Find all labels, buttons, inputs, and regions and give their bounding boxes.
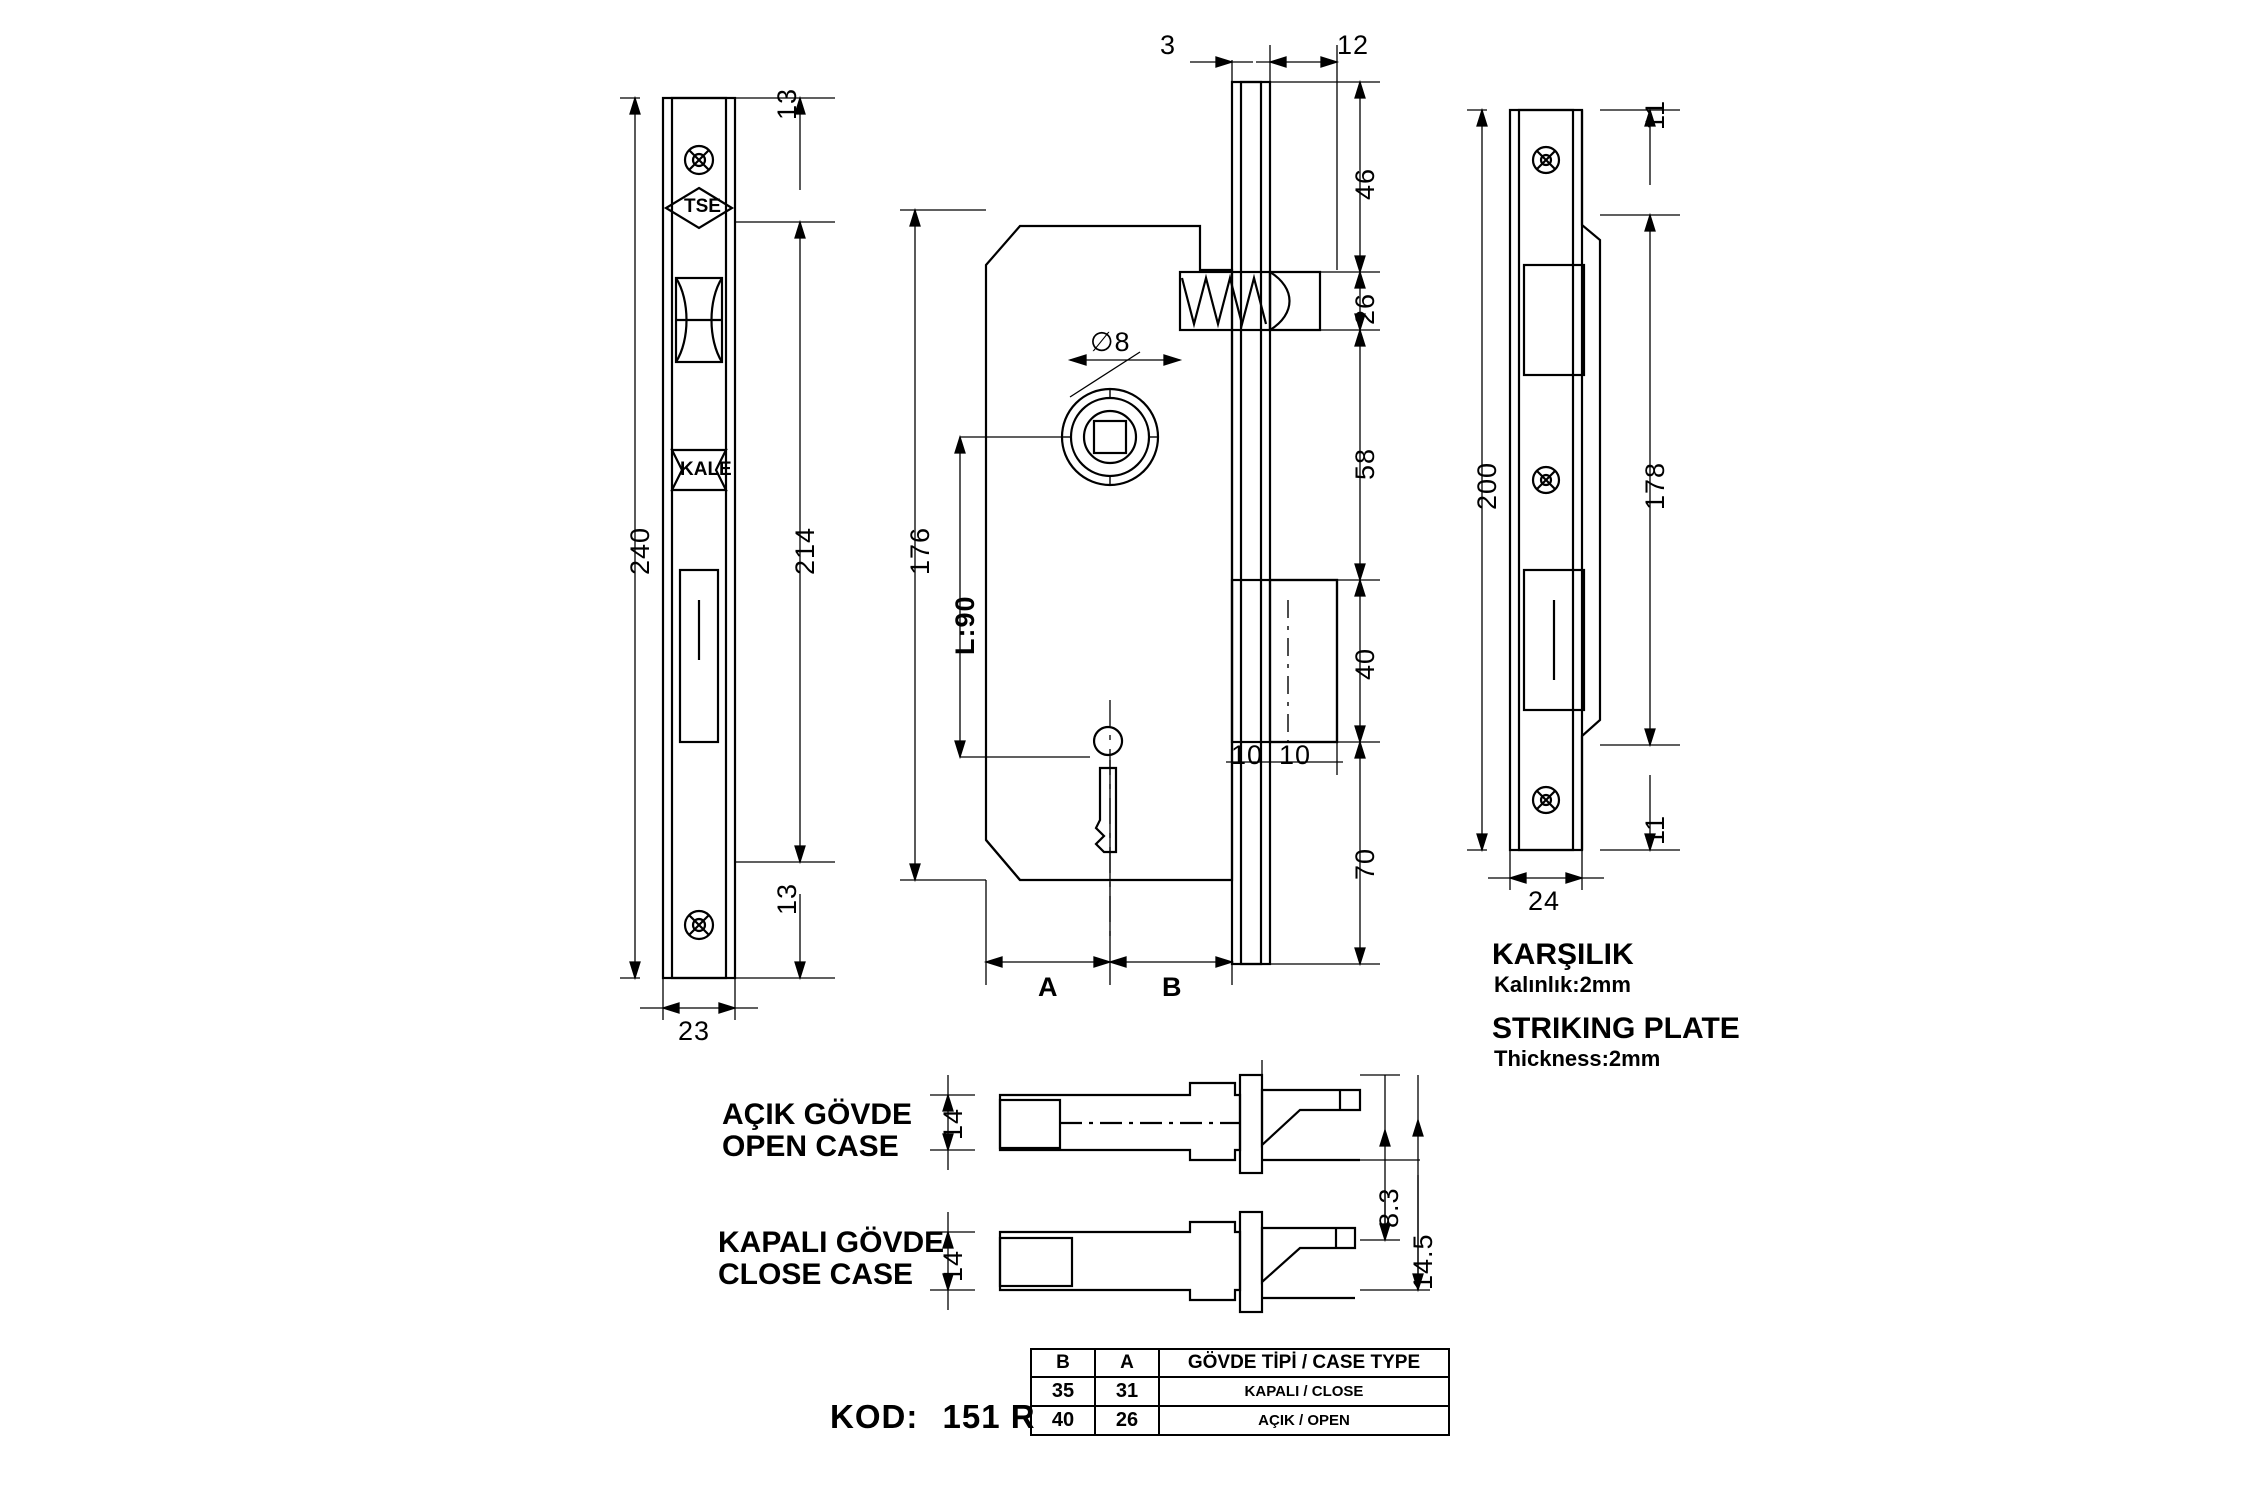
dim-front-214: 214 xyxy=(790,526,820,575)
dim-front-width-23: 23 xyxy=(678,1016,711,1046)
table-row xyxy=(1031,1377,1449,1406)
lock-case-geometry xyxy=(986,82,1337,964)
code-prefix: KOD: xyxy=(830,1398,919,1435)
dim-case-176: 176 xyxy=(905,526,935,575)
dim-case-40: 40 xyxy=(1350,647,1380,680)
case-dimension-lines xyxy=(900,45,1380,985)
striking-plate-name-en: STRIKING PLATE xyxy=(1492,1012,1740,1045)
striking-plate-geometry xyxy=(1510,110,1600,850)
striking-plate-thickness-en: Thickness:2mm xyxy=(1494,1046,1661,1071)
brand-kale-label: KALE xyxy=(680,459,732,480)
dim-close-14: 14 xyxy=(938,1249,968,1282)
table-row xyxy=(1031,1406,1449,1435)
dim-case-label-A: A xyxy=(1038,972,1059,1002)
striking-plate-thickness-tr: Kalınlık:2mm xyxy=(1494,972,1631,997)
close-case-geometry xyxy=(1000,1212,1355,1312)
dim-case-70: 70 xyxy=(1350,847,1380,880)
striking-plate-name-tr: KARŞILIK xyxy=(1492,938,1634,971)
table-cell-type-2: AÇIK / OPEN xyxy=(1159,1406,1449,1435)
dim-open-14: 14 xyxy=(938,1107,968,1140)
dim-case-12: 12 xyxy=(1337,30,1370,60)
table-cell-b-2: 40 xyxy=(1031,1406,1095,1435)
table-header-case-type: GÖVDE TİPİ / CASE TYPE xyxy=(1159,1349,1449,1377)
dim-case-10-a: 10 xyxy=(1231,740,1264,770)
table-cell-type-1: KAPALI / CLOSE xyxy=(1159,1377,1449,1406)
table-header-a: A xyxy=(1095,1349,1159,1377)
dim-front-bottom-13: 13 xyxy=(772,882,802,915)
dim-strike-24: 24 xyxy=(1528,886,1561,916)
dim-case-26: 26 xyxy=(1350,292,1380,325)
dim-strike-top-11: 11 xyxy=(1640,99,1670,130)
case-type-table xyxy=(1030,1348,1450,1436)
table-header-b: B xyxy=(1031,1349,1095,1377)
code-value: 151 R xyxy=(942,1398,1036,1435)
dim-case-hole-8: ∅8 xyxy=(1090,327,1131,357)
open-case-label-en: OPEN CASE xyxy=(722,1130,899,1163)
table-cell-b-1: 35 xyxy=(1031,1377,1095,1406)
side-view-dimension-lines xyxy=(930,1060,1430,1310)
dim-strike-200: 200 xyxy=(1472,461,1502,510)
dim-case-10-b: 10 xyxy=(1279,740,1312,770)
front-plate-geometry xyxy=(663,98,735,978)
table-cell-a-1: 31 xyxy=(1095,1377,1159,1406)
code-label xyxy=(830,1398,1036,1436)
dim-case-58: 58 xyxy=(1350,447,1380,480)
close-case-label-en: CLOSE CASE xyxy=(718,1258,914,1291)
dim-side-14-5: 14.5 xyxy=(1408,1233,1438,1290)
dim-case-46: 46 xyxy=(1350,167,1380,200)
dim-front-top-13: 13 xyxy=(772,87,802,120)
table-cell-a-2: 26 xyxy=(1095,1406,1159,1435)
dim-case-3: 3 xyxy=(1160,30,1177,60)
dim-strike-178: 178 xyxy=(1640,461,1670,510)
dim-case-label-B: B xyxy=(1162,972,1183,1002)
dim-case-L90: L:90 xyxy=(950,595,980,655)
dim-strike-bottom-11: 11 xyxy=(1640,814,1670,845)
close-case-label-tr: KAPALI GÖVDE xyxy=(718,1226,945,1259)
open-case-label-tr: AÇIK GÖVDE xyxy=(722,1098,913,1131)
brand-tse-label: TSE xyxy=(684,196,721,217)
dim-side-8-3: 8.3 xyxy=(1374,1187,1404,1228)
table-header-row xyxy=(1031,1349,1449,1377)
dim-front-240: 240 xyxy=(625,526,655,575)
open-case-geometry xyxy=(1000,1075,1360,1173)
